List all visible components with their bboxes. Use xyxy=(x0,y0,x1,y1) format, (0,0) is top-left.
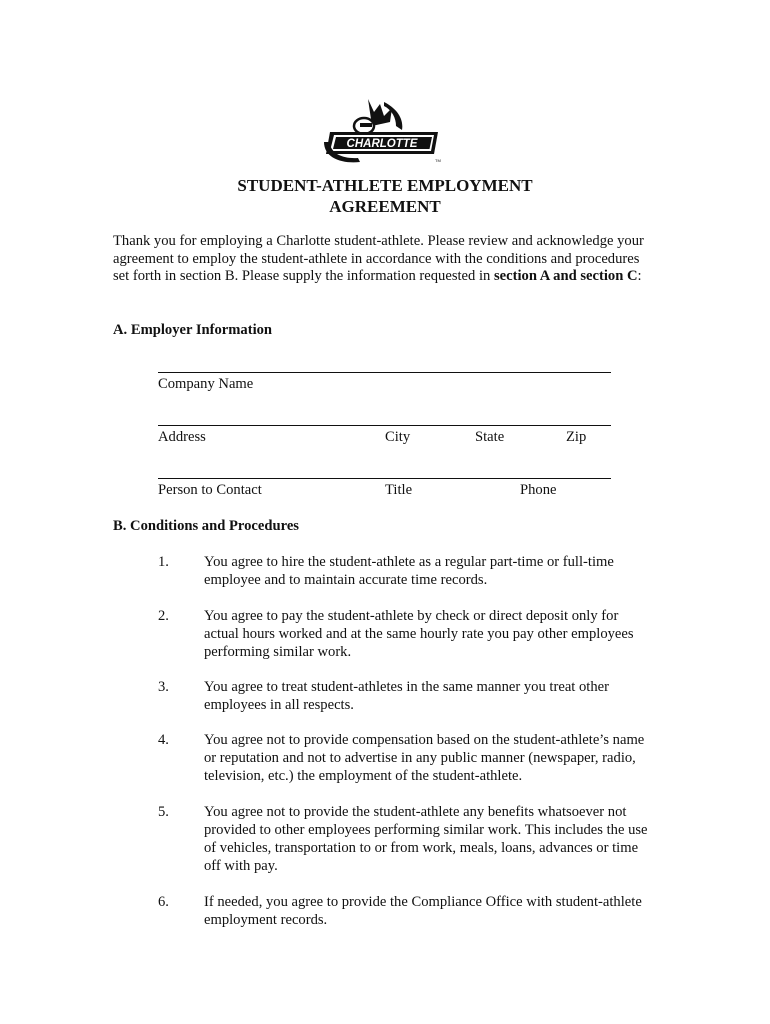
condition-6-text: If needed, you agree to provide the Compliance Office with student-athlete employment records. xyxy=(204,894,642,928)
intro-paragraph xyxy=(113,233,653,286)
logo-tm-mark: TM xyxy=(435,158,441,163)
address-label: Address xyxy=(158,429,206,445)
section-b-heading: B. Conditions and Procedures xyxy=(113,518,299,534)
city-label: City xyxy=(385,429,411,445)
state-label: State xyxy=(475,429,505,445)
logo-helmet-band xyxy=(360,123,372,127)
document-title-line-2: AGREEMENT xyxy=(329,197,441,216)
zip-label: Zip xyxy=(566,429,587,445)
condition-1-text: You agree to hire the student-athlete as a regular part-time or full-time employee and to maintain accurate time records. xyxy=(204,554,614,588)
condition-5-text: You agree not to provide the student-athlete any benefits whatsoever not provided to other employees performing similar work. This includes the use of vehicles, transportation to or from work, meals, loans, advances or time off with pay. xyxy=(204,804,648,874)
condition-6-number: 6. xyxy=(158,894,169,910)
logo-wordmark: CHARLOTTE xyxy=(346,138,418,150)
condition-3-text: You agree to treat student-athletes in the same manner you treat other employees in all respects. xyxy=(204,679,609,713)
condition-5-number: 5. xyxy=(158,804,169,820)
document-title-line-1: STUDENT-ATHLETE EMPLOYMENT xyxy=(237,176,533,195)
address-line[interactable] xyxy=(158,425,611,426)
intro-bold-text: section A and section C xyxy=(493,268,638,285)
title-label: Title xyxy=(385,482,413,498)
section-a-heading: A. Employer Information xyxy=(113,322,273,338)
intro-tail: : xyxy=(637,268,642,285)
intro-text: Thank you for employing a Charlotte student-athlete. Please review and acknowledge your agreement to employ the student-athlete in accordance with the conditions and procedures set forth in section B. Please supply the information requested in xyxy=(113,233,644,285)
person-to-contact-label: Person to Contact xyxy=(158,482,262,498)
condition-3-number: 3. xyxy=(158,679,169,695)
condition-2-text: You agree to pay the student-athlete by check or direct deposit only for actual hours worked and at the same hourly rate you pay other employees performing similar work. xyxy=(204,608,634,660)
condition-4-text: You agree not to provide compensation based on the student-athlete’s name or reputation and not to advertise in any public manner (newspaper, radio, television, etc.) the employment of the student-athlete. xyxy=(204,732,645,784)
phone-label: Phone xyxy=(520,482,557,498)
contact-line[interactable] xyxy=(158,478,611,479)
company-name-line[interactable] xyxy=(158,372,611,373)
company-name-label: Company Name xyxy=(158,376,254,392)
charlotte-logo xyxy=(322,96,446,168)
condition-4-number: 4. xyxy=(158,732,169,748)
condition-1-number: 1. xyxy=(158,554,169,570)
condition-2-number: 2. xyxy=(158,608,169,624)
